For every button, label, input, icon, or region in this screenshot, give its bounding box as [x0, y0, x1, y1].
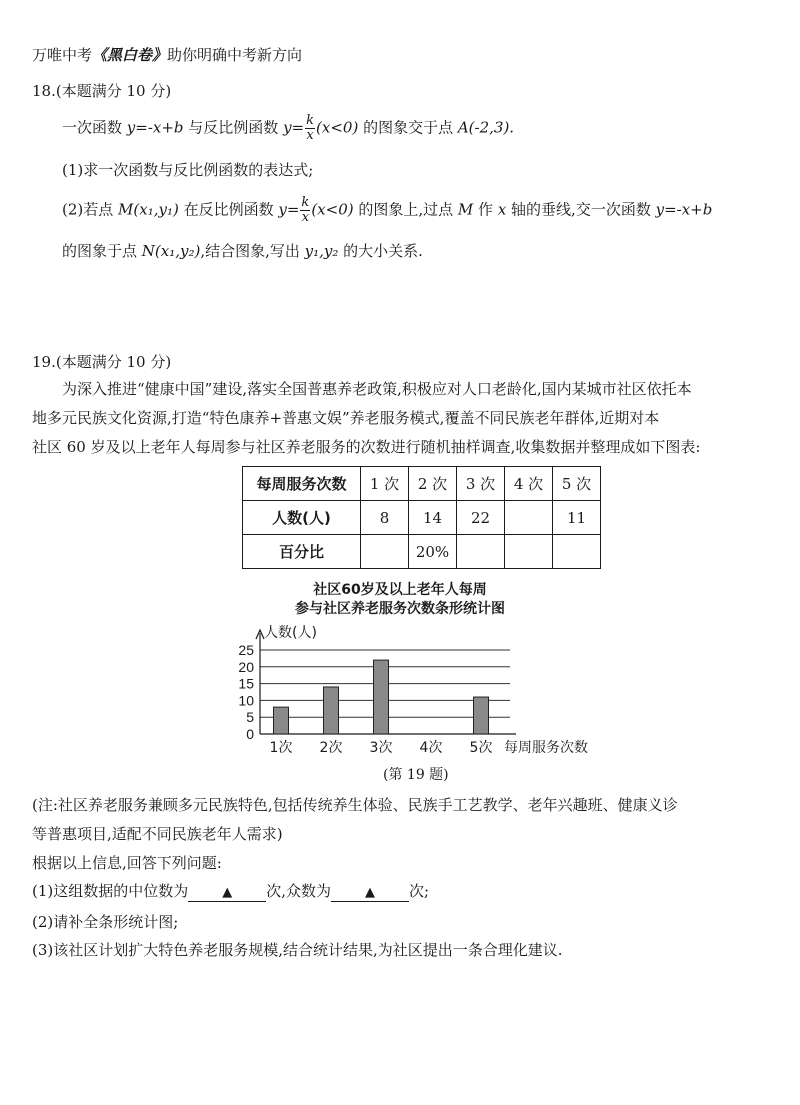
page-header [32, 44, 302, 65]
sub-question-1 [32, 880, 429, 902]
bar [324, 687, 339, 734]
point-m-label: M [457, 200, 474, 219]
table-row-label: 百分比 [243, 535, 361, 569]
table-header-cell: 3 次 [457, 467, 505, 501]
sub-question-3: (3)该社区计划扩大特色养老服务规模,结合统计结果,为社区提出一条合理化建议. [32, 941, 563, 959]
table-row [243, 501, 601, 535]
table-cell [457, 535, 505, 569]
question-18-header [32, 80, 171, 101]
y-tick-label: 15 [238, 675, 254, 692]
q19-intro-line-2: 地多元民族文化资源,打造“特色康养+普惠文娱”养老服务模式,覆盖不同民族老年群体,近期对本 [32, 409, 660, 427]
text: 在反比例函数 [178, 200, 279, 219]
header-suffix: 助你明确中考新方向 [167, 46, 303, 64]
linear-function: y=-x+b [655, 200, 713, 219]
table-cell: 20% [409, 535, 457, 569]
text: 次,众数为 [266, 882, 332, 900]
y-tick-label: 25 [238, 642, 254, 658]
answer-blank-median: ▲ [188, 885, 266, 902]
fraction-denominator: x [306, 128, 314, 143]
answer-prompt: 根据以上信息,回答下列问题: [32, 854, 222, 872]
table-cell [505, 501, 553, 535]
text: ,结合图象,写出 [200, 242, 305, 260]
table-cell: 8 [361, 501, 409, 535]
text: 一次函数 [62, 118, 127, 137]
table-cell: 22 [457, 501, 505, 535]
table-header-cell: 每周服务次数 [243, 467, 361, 501]
y-tick-label: 5 [246, 709, 254, 726]
y-tick-label: 20 [238, 658, 254, 675]
x-axis-label: 每周服务次数 [504, 740, 588, 756]
linear-function: y=-x+b [126, 118, 184, 137]
table-cell [361, 535, 409, 569]
answer-blank-mode: ▲ [331, 885, 409, 902]
q18-intro [62, 114, 514, 143]
text: (2)若点 [62, 200, 119, 219]
table-row-label: 人数(人) [243, 501, 361, 535]
bar [274, 707, 289, 734]
point-a: A(-2,3). [457, 118, 515, 137]
y-axis-label: 人数(人) [264, 625, 317, 641]
note-line-1: (注:社区养老服务兼顾多元民族特色,包括传统养生体验、民族手工艺教学、老年兴趣班、健康义诊 [32, 796, 678, 814]
table-header-row [243, 467, 601, 501]
fraction-numerator: k [306, 113, 315, 128]
x-tick-label: 3次 [369, 740, 393, 756]
domain-condition: (x<0) [311, 200, 354, 219]
fraction-denominator: x [301, 210, 310, 225]
fraction-numerator: k [301, 195, 310, 210]
figure-caption: (第 19 题) [383, 767, 449, 783]
question-score: (本题满分 10 分) [55, 82, 172, 100]
x-tick-label: 2次 [319, 740, 343, 756]
point-m: M(x₁,y₁) [118, 200, 179, 219]
fraction-k-over-x [300, 196, 310, 225]
bar-chart [220, 615, 620, 765]
text: (1)这组数据的中位数为 [32, 882, 189, 900]
text: 的大小关系. [338, 242, 423, 260]
text: 轴的垂线,交一次函数 [506, 200, 656, 219]
x-axis-label: x [497, 200, 507, 219]
table-row [243, 535, 601, 569]
table-cell [553, 535, 601, 569]
q19-intro-line-1: 为深入推进“健康中国”建设,落实全国普惠养老政策,积极应对人口老龄化,国内某城市社区依托本 [62, 380, 692, 398]
table-header-cell: 4 次 [505, 467, 553, 501]
chart-title-line-2: 参与社区养老服务次数条形统计图 [295, 601, 505, 617]
header-book-title: 《黑白卷》 [92, 46, 168, 64]
x-tick-label: 4次 [419, 740, 443, 756]
y-tick-label: 10 [238, 692, 254, 709]
domain-condition: (x<0) [316, 118, 359, 137]
table-cell: 11 [553, 501, 601, 535]
table-header-cell: 2 次 [409, 467, 457, 501]
y-tick-label: 0 [246, 726, 254, 742]
bar [474, 697, 489, 734]
table-header-cell: 1 次 [361, 467, 409, 501]
text: 次; [409, 882, 430, 900]
frequency-table [242, 466, 601, 569]
q18-part-2 [62, 196, 712, 225]
text: 与反比例函数 [183, 118, 284, 137]
text: 的图象上,过点 [353, 200, 458, 219]
question-number: 19. [32, 353, 56, 371]
q19-intro-line-3: 社区 60 岁及以上老年人每周参与社区养老服务的次数进行随机抽样调查,收集数据并整理成如下图表: [32, 438, 701, 456]
q18-part-2-cont [62, 240, 423, 261]
question-score: (本题满分 10 分) [55, 353, 172, 371]
text: 作 [473, 200, 498, 219]
note-line-2: 等普惠项目,适配不同民族老年人需求) [32, 825, 283, 843]
bar [374, 660, 389, 734]
question-19-header [32, 351, 171, 372]
y1-y2: y₁,y₂ [304, 242, 339, 260]
text: 的图象于点 [62, 242, 142, 260]
q18-part-1: (1)求一次函数与反比例函数的表达式; [62, 161, 314, 179]
header-prefix: 万唯中考 [32, 46, 93, 64]
table-header-cell: 5 次 [553, 467, 601, 501]
chart-title-line-1: 社区60岁及以上老年人每周 [313, 582, 487, 598]
text: 的图象交于点 [358, 118, 458, 137]
point-n: N(x₁,y₂) [141, 242, 201, 260]
table-cell: 14 [409, 501, 457, 535]
question-number: 18. [32, 82, 56, 100]
table-cell [505, 535, 553, 569]
sub-question-2: (2)请补全条形统计图; [32, 913, 179, 931]
x-tick-label: 5次 [469, 740, 493, 756]
inverse-function-lhs: y= [283, 118, 305, 137]
inverse-function-lhs: y= [278, 200, 300, 219]
fraction-k-over-x [305, 114, 315, 143]
x-tick-label: 1次 [269, 740, 293, 756]
